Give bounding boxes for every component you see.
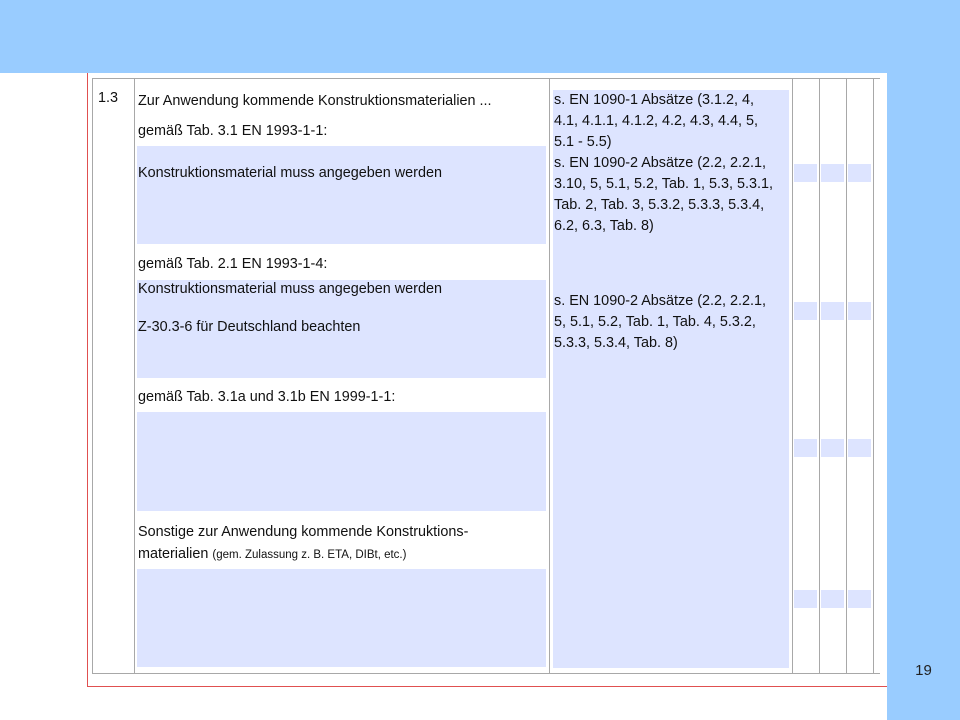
table-border-right [873,78,874,674]
section-label: gemäß Tab. 3.1a und 3.1b EN 1999-1-1: [138,389,396,405]
field-text: Konstruktionsmaterial muss angegeben werden [138,165,442,181]
column-divider [549,78,550,674]
checkbox-field[interactable] [821,590,844,608]
checkbox-field[interactable] [821,164,844,182]
checkbox-field[interactable] [848,439,871,457]
checkbox-field[interactable] [821,302,844,320]
reference-text-en1090-2: s. EN 1090-2 Absätze (2.2, 2.2.1, 5, 5.1, 5.2, Tab. 1, Tab. 4, 5.3.2, 5.3.3, 5.3.4, Tab. 8) [554,293,766,351]
field-text: Konstruktionsmaterial muss angegeben werden [138,281,442,297]
form-table [92,78,880,674]
section-label: gemäß Tab. 3.1 EN 1993-1-1: [138,123,328,139]
page-number: 19 [915,662,932,679]
checkbox-field[interactable] [794,164,817,182]
column-divider [846,78,847,674]
section-label [138,545,406,564]
references-field[interactable] [553,90,789,668]
checkbox-field[interactable] [794,302,817,320]
item-heading: Zur Anwendung kommende Konstruktionsmaterialien ... [138,93,492,109]
material-input-en1993-1-1[interactable] [137,146,546,244]
margin-line-vertical [87,73,88,687]
column-divider [134,78,135,674]
column-divider [819,78,820,674]
slide-header-bar [0,0,960,73]
checkbox-field[interactable] [848,164,871,182]
table-border-left [92,78,93,674]
item-number: 1.3 [98,90,119,106]
section-label-note: (gem. Zulassung z. B. ETA, DIBt, etc.) [212,549,407,561]
material-input-other[interactable] [137,569,546,667]
section-label: gemäß Tab. 2.1 EN 1993-1-4: [138,256,328,272]
section-label-text: materialien [138,546,209,562]
reference-text-en1090-1: s. EN 1090-1 Absätze (3.1.2, 4, 4.1, 4.1.1, 4.1.2, 4.2, 4.3, 4.4, 5, 5.1 - 5.5) s. EN 1090-2 Absätze (2.2, 2.2.1, 3.10, 5, 5.1, 5.2, Tab. 1, 5.3, 5.3.1, Tab. 2, Tab. 3, 5.3.2, 5.3.3, 5.3.4, 6.2, 6.3, Tab. 8) [554,92,773,234]
checkbox-field[interactable] [794,590,817,608]
checkbox-field[interactable] [848,302,871,320]
column-divider [792,78,793,674]
checkbox-field[interactable] [794,439,817,457]
checkbox-field[interactable] [848,590,871,608]
checkbox-field[interactable] [821,439,844,457]
margin-line-horizontal [87,686,887,687]
table-border-bottom [92,673,880,674]
material-input-en1999-1-1[interactable] [137,412,546,511]
slide-side-bar [887,73,960,720]
material-input-en1993-1-4[interactable] [137,280,546,378]
field-text: Z-30.3-6 für Deutschland beachten [138,319,361,335]
section-label: Sonstige zur Anwendung kommende Konstruktions- [138,524,469,540]
table-border-top [92,78,880,79]
